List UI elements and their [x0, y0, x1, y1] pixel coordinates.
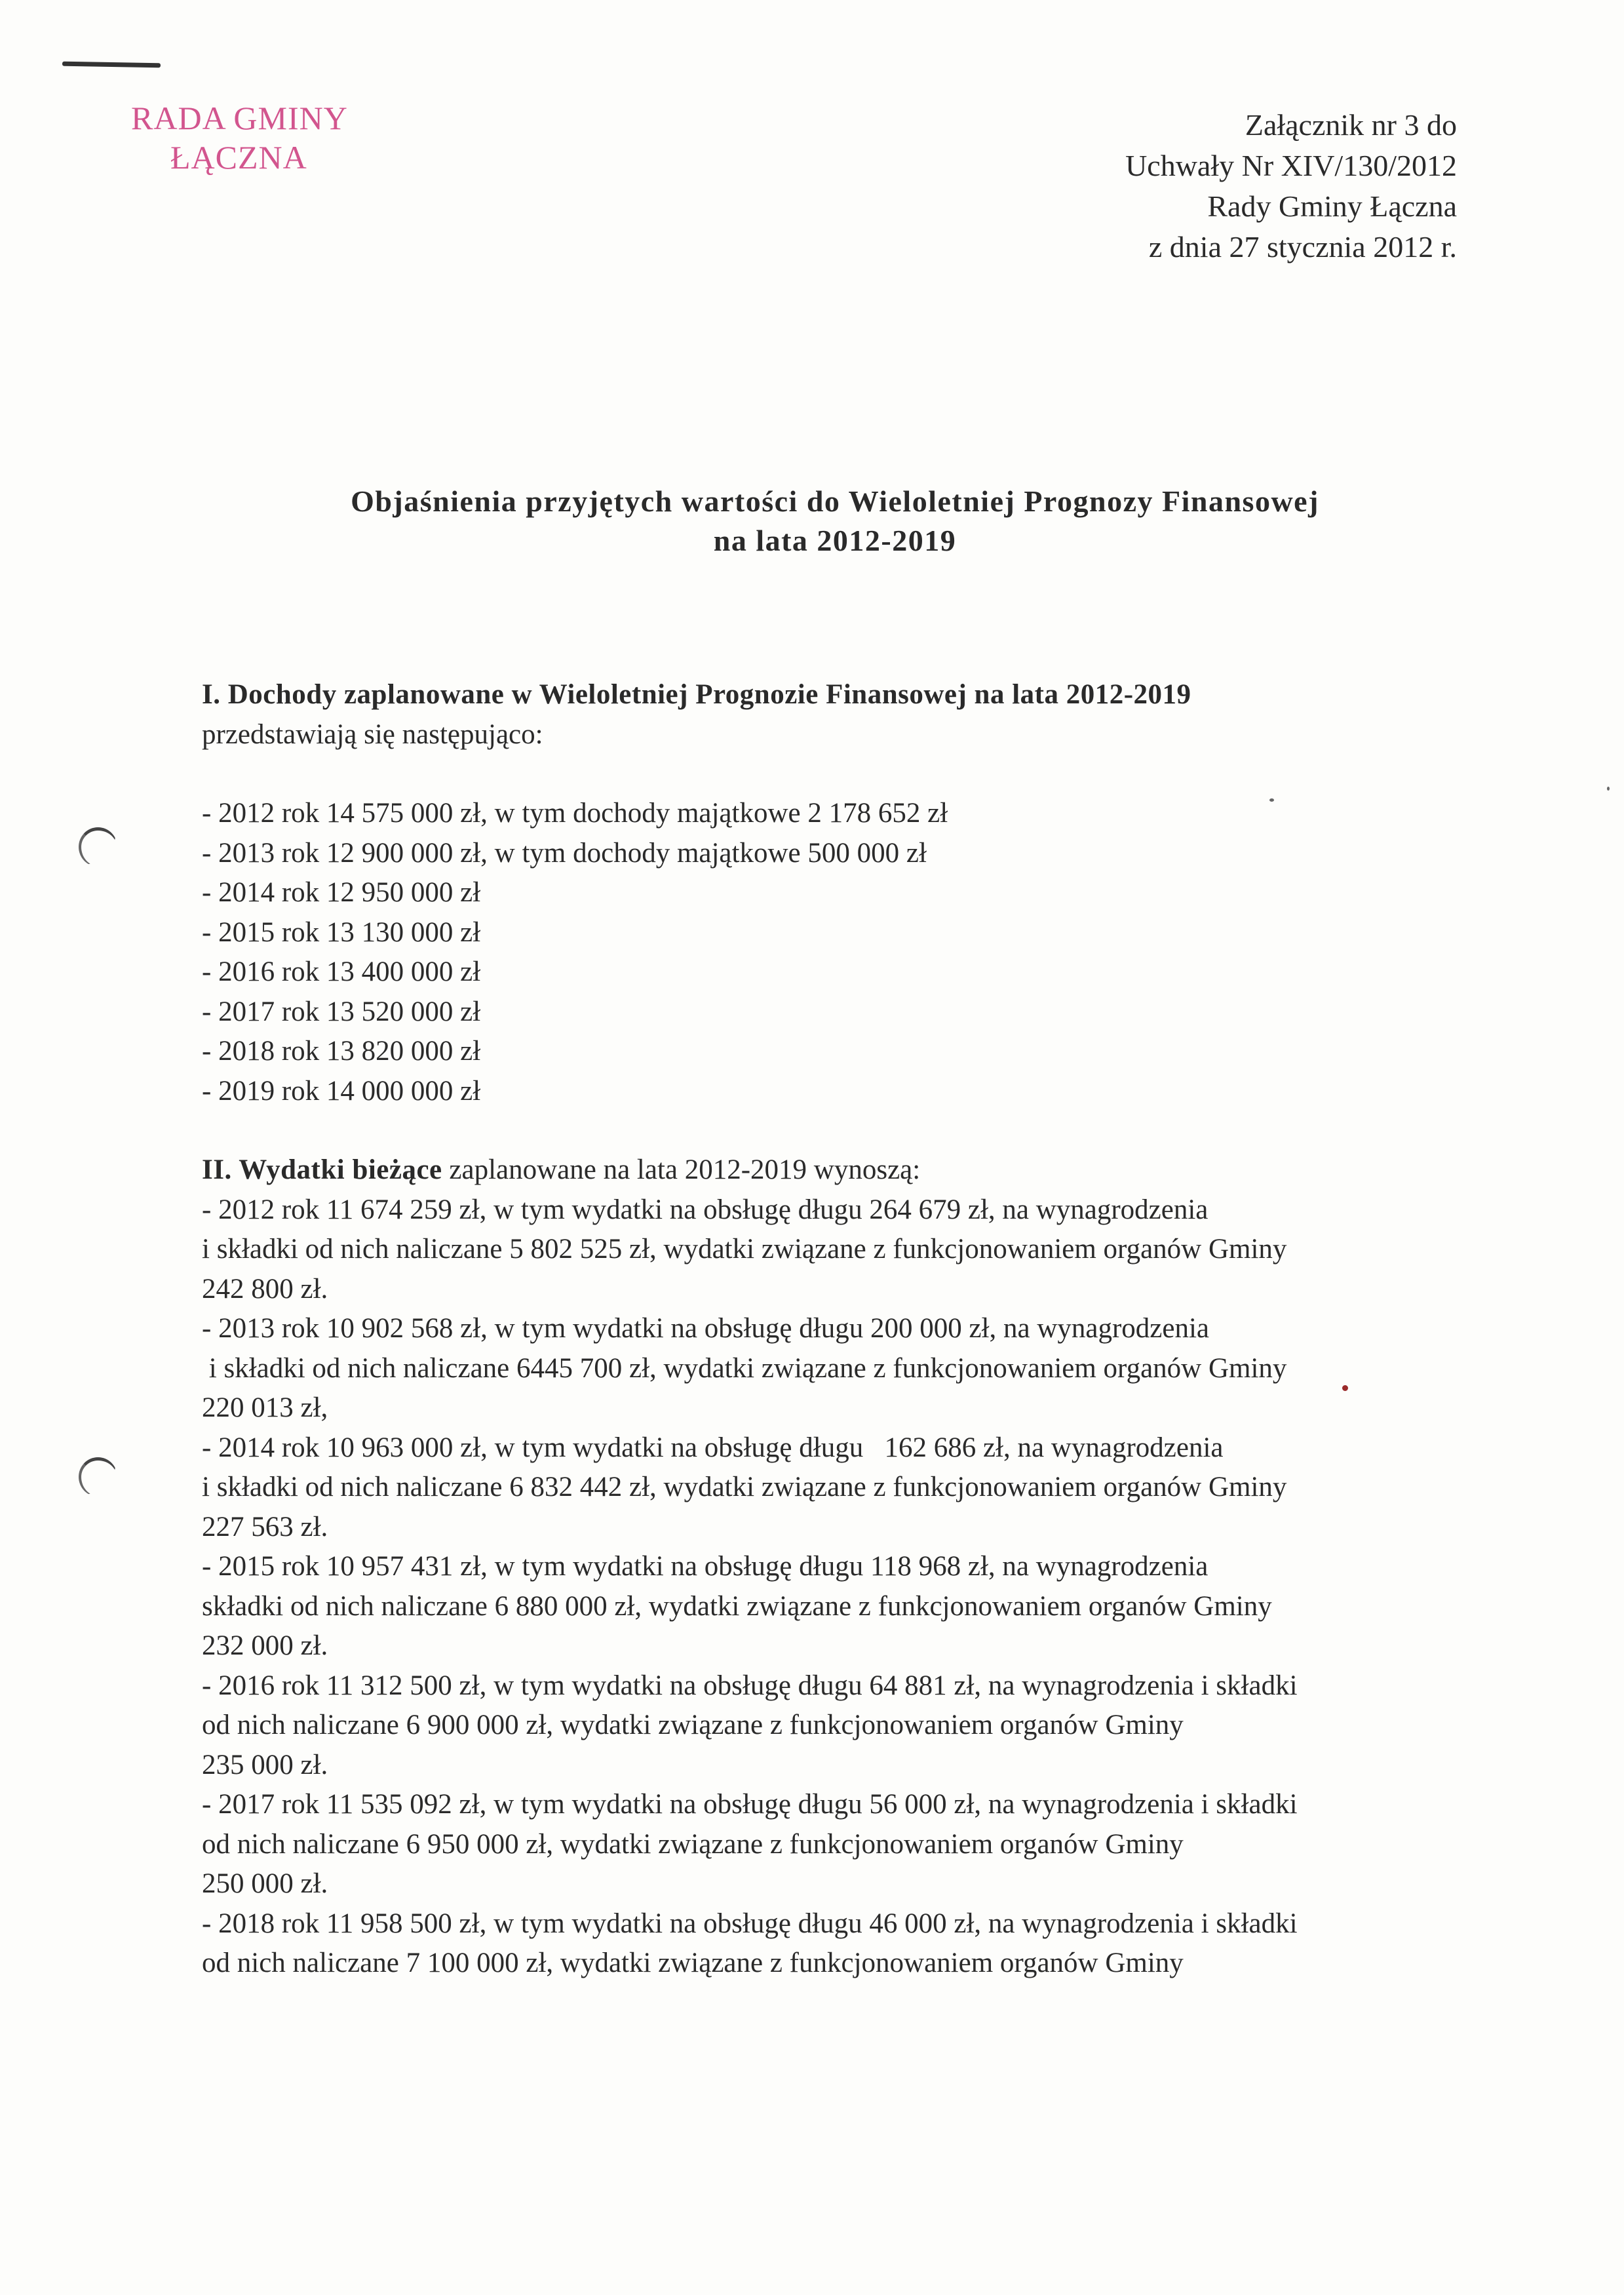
- expense-line: i składki od nich naliczane 5 802 525 zł, wydatki związane z funkcjonowaniem organów Gminy: [202, 1234, 1287, 1265]
- income-item: - 2018 rok 13 820 000 zł: [202, 1036, 481, 1067]
- section-2-heading: II. Wydatki bieżące: [202, 1154, 442, 1185]
- attachment-line-4: z dnia 27 stycznia 2012 r.: [1148, 230, 1457, 264]
- title-line-2: na lata 2012-2019: [713, 524, 957, 557]
- income-item: - 2012 rok 14 575 000 zł, w tym dochody majątkowe 2 178 652 zł: [202, 798, 948, 829]
- expense-line: od nich naliczane 6 950 000 zł, wydatki związane z funkcjonowaniem organów Gminy: [202, 1828, 1184, 1860]
- expense-line: 227 563 zł.: [202, 1511, 328, 1542]
- document-title: [0, 482, 1624, 560]
- expense-line: 250 000 zł.: [202, 1868, 328, 1899]
- income-list: [202, 794, 1467, 1111]
- expense-line: 232 000 zł.: [202, 1630, 328, 1661]
- expense-line: - 2013 rok 10 902 568 zł, w tym wydatki na obsługę długu 200 000 zł, na wynagrodzenia: [202, 1313, 1209, 1344]
- expense-line: 235 000 zł.: [202, 1749, 328, 1780]
- expense-line: - 2014 rok 10 963 000 zł, w tym wydatki na obsługę długu 162 686 zł, na wynagrodzenia: [202, 1432, 1224, 1463]
- section-2-heading-rest: zaplanowane na lata 2012-2019 wynoszą:: [442, 1154, 921, 1185]
- stamp-line-1: RADA GMINY: [131, 100, 348, 136]
- income-item: - 2016 rok 13 400 000 zł: [202, 956, 481, 987]
- punch-hole-bottom: [79, 1457, 117, 1497]
- expense-line: i składki od nich naliczane 6 832 442 zł, wydatki związane z funkcjonowaniem organów Gminy: [202, 1472, 1287, 1502]
- attachment-line-3: Rady Gminy Łączna: [1207, 189, 1457, 223]
- title-line-1: Objaśnienia przyjętych wartości do Wieloletniej Prognozy Finansowej: [351, 484, 1319, 518]
- expense-line: - 2017 rok 11 535 092 zł, w tym wydatki na obsługę długu 56 000 zł, na wynagrodzenia i składki: [202, 1789, 1298, 1820]
- section-2-heading-line: [202, 1150, 1467, 1190]
- stamp-line-2: ŁĄCZNA: [170, 139, 307, 176]
- attachment-line-2: Uchwały Nr XIV/130/2012: [1125, 149, 1457, 182]
- income-item: - 2017 rok 13 520 000 zł: [202, 996, 481, 1027]
- income-item: - 2019 rok 14 000 000 zł: [202, 1075, 481, 1107]
- expense-line: - 2012 rok 11 674 259 zł, w tym wydatki na obsługę długu 264 679 zł, na wynagrodzenia: [202, 1194, 1208, 1225]
- section-1-heading: I. Dochody zaplanowane w Wieloletniej Prognozie Finansowej na lata 2012-2019: [202, 679, 1191, 710]
- income-item: - 2013 rok 12 900 000 zł, w tym dochody majątkowe 500 000 zł: [202, 837, 927, 869]
- expense-line: i składki od nich naliczane 6445 700 zł, wydatki związane z funkcjonowaniem organów Gminy: [202, 1352, 1287, 1384]
- expense-line: od nich naliczane 7 100 000 zł, wydatki związane z funkcjonowaniem organów Gminy: [202, 1948, 1184, 1978]
- expense-line: - 2018 rok 11 958 500 zł, w tym wydatki na obsługę długu 46 000 zł, na wynagrodzenia i składki: [202, 1908, 1298, 1939]
- speck: [1607, 787, 1610, 791]
- section-1-intro: przedstawiają się następująco:: [202, 718, 543, 750]
- pen-mark: [62, 62, 161, 68]
- expense-line: składki od nich naliczane 6 880 000 zł, wydatki związane z funkcjonowaniem organów Gminy: [202, 1590, 1272, 1622]
- income-item: - 2014 rok 12 950 000 zł: [202, 877, 481, 908]
- expense-line: - 2016 rok 11 312 500 zł, w tym wydatki na obsługę długu 64 881 zł, na wynagrodzenia i składki: [202, 1670, 1298, 1701]
- attachment-line-1: Załącznik nr 3 do: [1245, 108, 1457, 142]
- council-stamp: [131, 98, 348, 177]
- expense-line: 220 013 zł,: [202, 1392, 328, 1423]
- expense-line: od nich naliczane 6 900 000 zł, wydatki związane z funkcjonowaniem organów Gminy: [202, 1710, 1184, 1740]
- document-body: [202, 675, 1467, 1984]
- punch-hole-top: [79, 827, 117, 867]
- attachment-header: [1125, 105, 1457, 267]
- expense-line: - 2015 rok 10 957 431 zł, w tym wydatki na obsługę długu 118 968 zł, na wynagrodzenia: [202, 1551, 1208, 1582]
- expense-line: 242 800 zł.: [202, 1273, 328, 1304]
- income-item: - 2015 rok 13 130 000 zł: [202, 916, 481, 948]
- expense-list: [202, 1190, 1467, 1984]
